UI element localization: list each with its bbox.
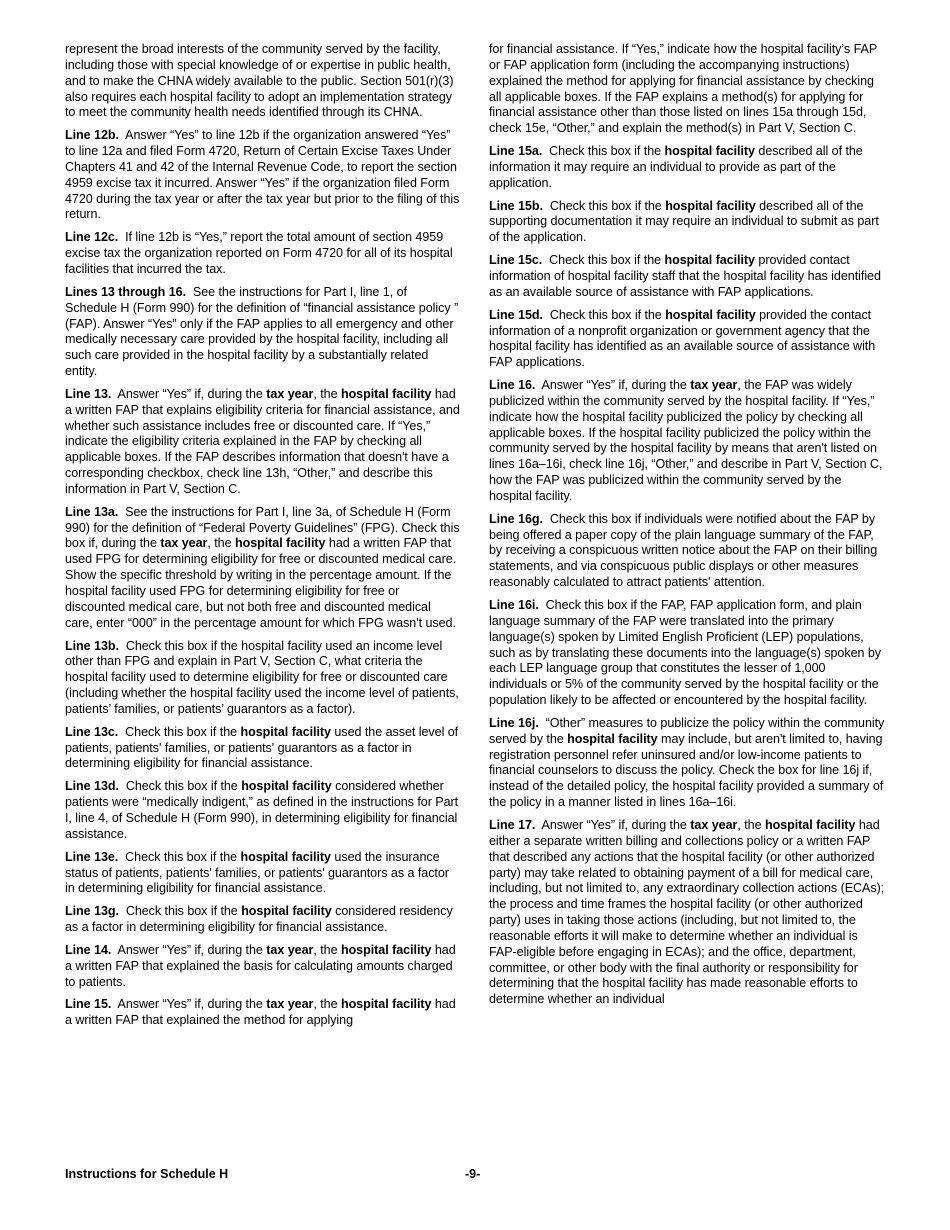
instruction-paragraph [489,716,885,811]
paragraph-text: If line 12b is “Yes,” report the total amount of section 4959 excise tax the organization reported on Form 4720 for all of its hospital facilities that incurred the tax. [65,230,453,276]
instruction-paragraph [65,779,461,842]
paragraph-text: may include, but aren't limited to, having registration personnel refer uninsured and/or low-income patients to financial counselors to discuss the policy. Check the box for line 16j if, instead of the detailed policy, the hospital facility provided a summary of the policy in a manner listed in lines 16a–16i. [489,731,884,810]
paragraph-text: had a written FAP that explains eligibility criteria for financial assistance, and whether such assistance includes free or discounted care. If “Yes,” indicate the eligibility criteria explained in the FAP by checking all applicable boxes. If the FAP describes information that doesn't have a corresponding checkbox, check line 13h, “Other,” and describe this information in Part V, Section C. [65,386,460,496]
line-label: Line 15d. [489,307,543,322]
line-label: Line 13c. [65,724,119,739]
paragraph-text: , the [313,997,341,1012]
instruction-paragraph [489,512,885,591]
defined-term: hospital facility [567,731,658,746]
paragraph-text: had either a separate written billing and collections policy or a written FAP that described any actions that the hospital facility (or other authorized party) may take related to obtaining payment of a bill for medical care, including, but not limited to, any extraordinary collection actions (ECAs); the process and time frames the hospital facility (or other authorized party) uses in taking those actions (including, but not limited to, the reasonable efforts it will make to determine whether an individual is FAP-eligible before engaging in ECAs); and the office, department, committee, or other body with the final authority or responsibility for determining that the hospital facility has made reasonable efforts to determine whether an individual [489,817,885,1007]
paragraph-text: used the insurance status of patients, patients' families, or patients' guarantors as a factor in determining eligibility for financial assistance. [65,849,449,896]
defined-term: hospital facility [764,817,856,832]
instruction-paragraph [65,285,461,380]
line-label: Line 16. [489,378,536,393]
line-label: Line 16j. [489,715,539,730]
defined-term: hospital facility [240,724,331,739]
instruction-paragraph [489,253,885,301]
footer-title: Instructions for Schedule H [65,1167,229,1181]
paragraph-text: Answer “Yes” to line 12b if the organization answered “Yes” to line 12a and filed Form 4720, Return of Certain Excise Taxes Under Chapters 41 and 42 of the Internal Revenue Code, to report the section 4959 excise tax it incurred. Answer “Yes” if the organization filed Form 4720 during the tax year or after the tax year but prior to the filing of this return. [65,128,460,222]
defined-term: hospital facility [664,144,755,159]
paragraph-text: See the instructions for Part I, line 1, of Schedule H (Form 990) for the definition of “financial assistance policy ” (FAP). Answer “Yes” only if the FAP applies to all emergency and other medically necessary care provided by the hospital facility, including all such care provided in the hospital facility by a substantially related entity. [65,284,459,379]
defined-term: tax year [266,942,314,957]
line-label: Line 12b. [65,128,119,143]
paragraph-text: Answer “Yes” if, during the [117,997,267,1012]
paragraph-text: described all of the information it may require an individual to provide as part of the application. [489,144,863,190]
paragraph-text: for financial assistance. If “Yes,” indicate how the hospital facility’s FAP or FAP application form (including the accompanying instructions) explained the method for applying for financial assistance by checking all applicable boxes. If the FAP explains a method(s) for applying for financial assistance other than those listed on lines 15a through 15d, check 15e, “Other,” and explain the method(s) in Part V, Section C. [489,42,877,136]
right-column [489,42,885,1015]
left-column [65,42,461,1036]
instruction-paragraph [489,378,885,505]
line-label: Line 13b. [65,638,119,653]
paragraph-text: described all of the supporting documentation it may require an individual to submit as part of the application. [489,198,879,245]
line-label: Line 14. [65,942,112,957]
paragraph-text: See the instructions for Part I, line 3a, of Schedule H (Form 990) for the definition of “Federal Poverty Guidelines” (FPG). Check this box if, during the [65,504,460,551]
line-label: Line 13. [65,386,112,401]
paragraph-text: Check this box if the [125,724,241,739]
line-label: Line 17. [489,817,536,832]
line-label: Line 12c. [65,230,119,245]
line-label: Line 15b. [489,198,543,213]
defined-term: hospital facility [241,779,332,794]
paragraph-text: , the [313,386,341,401]
instruction-paragraph [65,639,461,718]
defined-term: hospital facility [340,942,432,957]
defined-term: tax year [690,378,738,393]
line-label: Lines 13 through 16. [65,284,187,299]
defined-term: tax year [690,817,738,832]
instruction-paragraph [65,128,461,223]
paragraph-text: provided the contact information of a nonprofit organization or government agency that the hospital facility has identified as an available source of assistance with FAP applications. [489,307,876,370]
paragraph-text: Answer “Yes” if, during the [541,378,691,393]
paragraph-text: had a written FAP that used FPG for determining eligibility for free or discounted medical care. Show the specific threshold by writing in the percentage amount. If the hospital facility used FPG for determining eligibility for free or discounted medical care, but not both free and discounted medical care, enter “000” in the percentage amount for which FPG wasn't used. [65,536,457,630]
paragraph-text: represent the broad interests of the community served by the facility, including those with special knowledge of or expertise in public health, and to make the CHNA widely available to the public. Section 501(r)(3) also requires each hospital facility to adopt an implementation strategy to meet the community health needs identified through its CHNA. [65,42,454,120]
defined-term: hospital facility [340,997,432,1012]
paragraph-text: Check this box if the [549,253,665,268]
paragraph-text: Check this box if the [549,307,666,322]
paragraph-text: Answer “Yes” if, during the [117,386,267,401]
paragraph-text: , the [737,817,765,832]
paragraph-text: Check this box if the [125,904,242,919]
page-number: -9- [465,1167,481,1181]
paragraph-text: Check this box if individuals were notified about the FAP by being offered a paper copy of the plain language summary of the FAP, by receiving a conspicuous written notice about the FAP on their billing statements, and via conspicuous public displays or other measures reasonably calculated to attract patients' attention. [489,511,878,590]
instruction-paragraph [489,598,885,709]
instruction-paragraph [65,725,461,773]
line-label: Line 15c. [489,253,543,268]
instruction-paragraph [65,997,461,1029]
continuation-paragraph [65,42,461,121]
line-label: Line 16g. [489,511,543,526]
defined-term: hospital facility [234,536,326,551]
paragraph-text: Check this box if the FAP, FAP application form, and plain language summary of the FAP were translated into the primary language(s) spoken by Limited English Proficient (LEP) populations, such as by translating these documents into the language(s) spoken by each LEP language group that constitutes the lesser of 1,000 individuals or 5% of the community served by the hospital facility or the population likely to be affected or encountered by the hospital facility. [489,598,882,708]
instruction-paragraph [489,199,885,247]
continuation-paragraph [489,42,885,137]
paragraph-text: Answer “Yes” if, during the [117,942,267,957]
paragraph-text: , the FAP was widely publicized within the community served by the hospital facility. If “Yes,” indicate how the hospital facility publicized the policy by checking all applicable boxes. If the hospital facility publicized the policy within the community served by the hospital facility by means that aren't listed on lines 16a–16i, check line 16j, “Other,” and describe in Part V, Section C, how the FAP was publicized within the community served by the hospital facility. [489,378,883,503]
defined-term: hospital facility [665,198,756,213]
instruction-paragraph [489,818,885,1008]
defined-term: hospital facility [665,307,756,322]
paragraph-text: used the asset level of patients, patients' families, or patients' guarantors as a factor in determining eligibility for financial assistance. [65,724,459,771]
paragraph-text: considered residency as a factor in determining eligibility for financial assistance. [65,904,453,935]
instruction-paragraph [65,904,461,936]
paragraph-text: considered whether patients were “medically indigent,” as defined in the instructions for Part I, line 4, of Schedule H (Form 990), in determining eligibility for financial assistance. [65,779,459,841]
instruction-paragraph [65,943,461,991]
line-label: Line 15a. [489,144,543,159]
defined-term: hospital facility [241,904,332,919]
line-label: Line 16i. [489,598,539,612]
paragraph-text: Check this box if the hospital facility used an income level other than FPG and explain in Part V, Section C, what criteria the hospital facility used to determine eligibility for free or discounted care (including whether the hospital facility used the income level of patients, patients’ families, or patients’ guarantors as a factor). [65,638,459,716]
line-label: Line 13a. [65,504,119,519]
paragraph-text: “Other” measures to publicize the policy within the community served by the [489,715,885,746]
defined-term: hospital facility [664,253,755,268]
instruction-paragraph [65,505,461,632]
line-label: Line 13e. [65,849,119,864]
line-label: Line 15. [65,997,112,1012]
instruction-paragraph [489,308,885,371]
paragraph-text: had a written FAP that explained the method for applying [65,997,456,1028]
defined-term: hospital facility [340,386,432,401]
paragraph-text: Answer “Yes” if, during the [541,817,691,832]
instruction-paragraph [65,230,461,278]
line-label: Line 13d. [65,779,119,794]
paragraph-text: provided contact information of hospital facility staff that the hospital facility has identified as an available source of assistance with FAP applications. [489,253,881,299]
defined-term: tax year [266,386,314,401]
paragraph-text: Check this box if the [549,144,665,159]
paragraph-text: Check this box if the [549,198,666,213]
paragraph-text: Check this box if the [125,849,241,864]
instruction-paragraph [489,144,885,192]
paragraph-text: , the [313,942,341,957]
defined-term: tax year [266,997,314,1012]
paragraph-text: Check this box if the [125,779,242,794]
defined-term: hospital facility [240,849,331,864]
line-label: Line 13g. [65,904,119,919]
paragraph-text: had a written FAP that explained the basis for calculating amounts charged to patients. [65,942,456,989]
instruction-paragraph [65,387,461,498]
instruction-paragraph [65,850,461,898]
defined-term: tax year [160,536,208,551]
paragraph-text: , the [207,536,235,551]
